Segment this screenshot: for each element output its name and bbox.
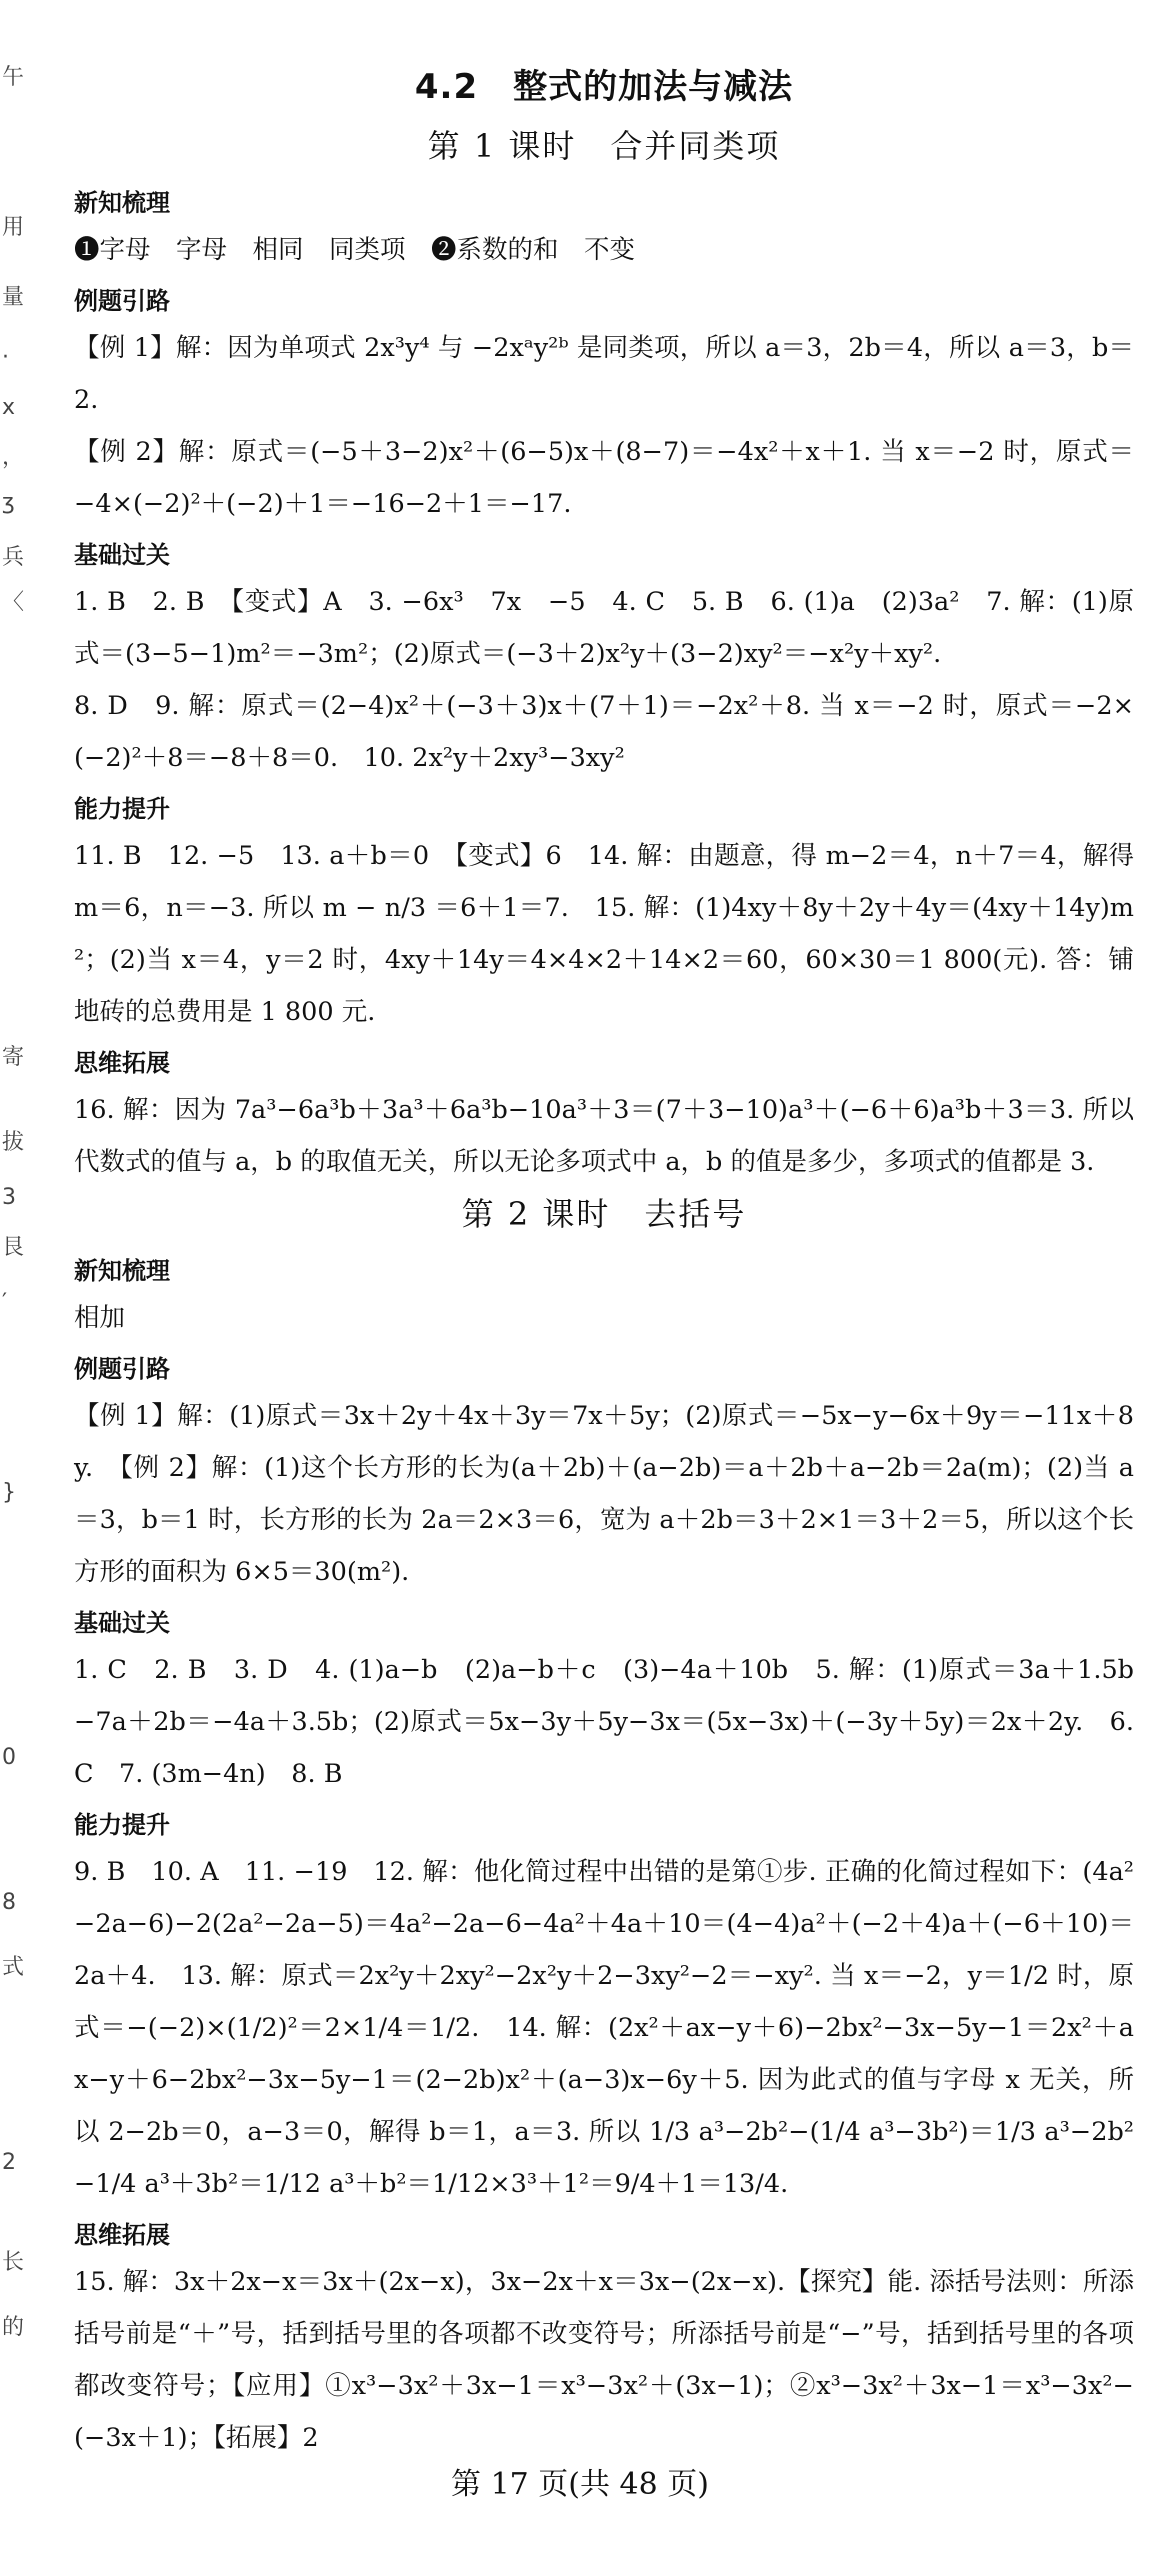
margin-mark: 〈 (2, 590, 25, 615)
margin-mark: 式 (2, 1955, 25, 1980)
margin-mark: 午 (2, 65, 25, 90)
heading-ability: 能力提升 (74, 795, 170, 823)
heading-examples: 例题引路 (74, 287, 170, 315)
heading-thinking: 思维拓展 (74, 2221, 170, 2249)
new-knowledge-text: 相加 (74, 1303, 126, 1333)
ability-paragraph: 9. B 10. A 11. −19 12. 解：他化简过程中出错的是第①步. 正确的化简过程如下：(4a²−2a−6)−2(2a²−2a−5)＝4a²−2a−6−4a²＋4a＋10＝(4−4)a²＋(−2＋4)a＋(−6＋10)＝2a＋4. 13. 解：原式＝2x²y＋2xy²−2x²y＋2−3xy²−2＝−xy². 当 x＝−2，y＝1/2 时，原式＝−(−2)×(1/2)²＝2×1/4＝1/2. 14. 解：(2x²＋ax−y＋6)−2bx²−3x−5y−1＝2x²＋ax−y＋6−2bx²−3x−5y−1＝(2−2b)x²＋(a−3)x−6y＋5. 因为此式的值与字母 x 无关，所以 2−2b＝0，a−3＝0，解得 b＝1，a＝3. 所以 1/3 a³−2b²−(1/4 a³−3b²)＝1/3 a³−2b²−1/4 a³＋3b²＝1/12 a³＋b²＝1/12×3³＋1²＝9/4＋1＝13/4. (74, 1857, 1134, 2199)
heading-basic: 基础过关 (74, 1609, 170, 1637)
page-number-footer: 第 17 页(共 48 页) (451, 2467, 709, 2502)
margin-mark: ′ (2, 1290, 7, 1315)
margin-mark: 2 (2, 2150, 16, 2175)
example-paragraph: 【例 1】解：(1)原式＝3x＋2y＋4x＋3y＝7x＋5y；(2)原式＝−5x−y−6x＋9y＝−11x＋8y. 【例 2】解：(1)这个长方形的长为(a＋2b)＋(a−2b)＝a＋2b＋a−2b＝2a(m)；(2)当 a＝3，b＝1 时，长方形的长为 2a＝2×3＝6，宽为 a＋2b＝3＋2×1＝3＋2＝5，所以这个长方形的面积为 6×5＝30(m²). (74, 1401, 1134, 1587)
content (74, 62, 1134, 2464)
margin-mark: 艮 (2, 1235, 25, 1260)
margin-mark: 拔 (2, 1130, 25, 1155)
thinking-paragraph: 15. 解：3x＋2x−x＝3x＋(2x−x)，3x−2x＋x＝3x−(2x−x).【探究】能. 添括号法则：所添括号前是“＋”号，括到括号里的各项都不改变符号；所添括号前是“−”号，括到括号里的各项都改变符号；【应用】①x³−3x²＋3x−1＝x³−3x²＋(3x−1)；②x³−3x²＋3x−1＝x³−3x²−(−3x＋1)；【拓展】2 (74, 2267, 1134, 2453)
heading-thinking: 思维拓展 (74, 1049, 170, 1077)
margin-mark: 8 (2, 1890, 16, 1915)
section-title: 4.2 整式的加法与减法 (414, 67, 794, 107)
margin-mark: 的 (2, 2315, 25, 2340)
example-paragraph: 【例 2】解：原式＝(−5＋3−2)x²＋(6−5)x＋(8−7)＝−4x²＋x＋1. 当 x＝−2 时，原式＝−4×(−2)²＋(−2)＋1＝−16−2＋1＝−17. (74, 437, 1134, 519)
margin-mark: } (2, 1480, 16, 1505)
margin-mark: ʒ (2, 490, 15, 515)
lesson-2-title: 第 2 课时 去括号 (461, 1195, 747, 1233)
margin-mark: 3 (2, 1185, 16, 1210)
margin-mark: ， (2, 445, 25, 470)
margin-mark: 长 (2, 2250, 25, 2275)
margin-mark: 量 (2, 285, 25, 310)
new-knowledge-text: ❶字母 字母 相同 同类项 ❷系数的和 不变 (74, 235, 636, 265)
left-margin-bleed (0, 0, 28, 2563)
lesson-1-title: 第 1 课时 合并同类项 (427, 127, 781, 165)
example-paragraph: 【例 1】解：因为单项式 2x³y⁴ 与 −2xᵃy²ᵇ 是同类项，所以 a＝3，2b＝4，所以 a＝3，b＝2. (74, 333, 1134, 415)
margin-mark: 用 (2, 215, 25, 240)
thinking-paragraph: 16. 解：因为 7a³−6a³b＋3a³＋6a³b−10a³＋3＝(7＋3−10)a³＋(−6＋6)a³b＋3＝3. 所以代数式的值与 a，b 的取值无关，所以无论多项式中 a，b 的值是多少，多项式的值都是 3. (74, 1095, 1134, 1177)
lesson-2 (74, 1188, 1134, 2464)
basic-paragraph: 1. C 2. B 3. D 4. (1)a−b (2)a−b＋c (3)−4a＋10b 5. 解：(1)原式＝3a＋1.5b−7a＋2b＝−4a＋3.5b；(2)原式＝5x−3y＋5y−3x＝(5x−3x)＋(−3y＋5y)＝2x＋2y. 6. C 7. (3m−4n) 8. B (74, 1655, 1134, 1789)
margin-mark: x (2, 395, 16, 420)
lesson-1 (74, 120, 1134, 1188)
heading-ability: 能力提升 (74, 1811, 170, 1839)
heading-basic: 基础过关 (74, 541, 170, 569)
ability-paragraph: 11. B 12. −5 13. a＋b＝0 【变式】6 14. 解：由题意，得 m−2＝4，n＋7＝4，解得 m＝6，n＝−3. 所以 m − n/3 ＝6＋1＝7. 15. 解：(1)4xy＋8y＋2y＋4y＝(4xy＋14y)m²；(2)当 x＝4，y＝2 时，4xy＋14y＝4×4×2＋14×2＝60，60×30＝1 800(元). 答：铺地砖的总费用是 1 800 元. (74, 841, 1134, 1027)
margin-mark: 兵 (2, 545, 25, 570)
margin-mark: 寄 (2, 1045, 25, 1070)
basic-paragraph: 8. D 9. 解：原式＝(2−4)x²＋(−3＋3)x＋(7＋1)＝−2x²＋8. 当 x＝−2 时，原式＝−2×(−2)²＋8＝−8＋8＝0. 10. 2x²y＋2xy³−3xy² (74, 691, 1134, 773)
heading-new-knowledge: 新知梳理 (74, 189, 170, 217)
heading-new-knowledge: 新知梳理 (74, 1257, 170, 1285)
margin-mark: 0 (2, 1745, 16, 1770)
margin-mark: · (2, 345, 9, 370)
basic-paragraph: 1. B 2. B 【变式】A 3. −6x³ 7x −5 4. C 5. B 6. (1)a (2)3a² 7. 解：(1)原式＝(3−5−1)m²＝−3m²；(2)原式＝(−3＋2)x²y＋(3−2)xy²＝−x²y＋xy². (74, 587, 1134, 669)
heading-examples: 例题引路 (74, 1355, 170, 1383)
